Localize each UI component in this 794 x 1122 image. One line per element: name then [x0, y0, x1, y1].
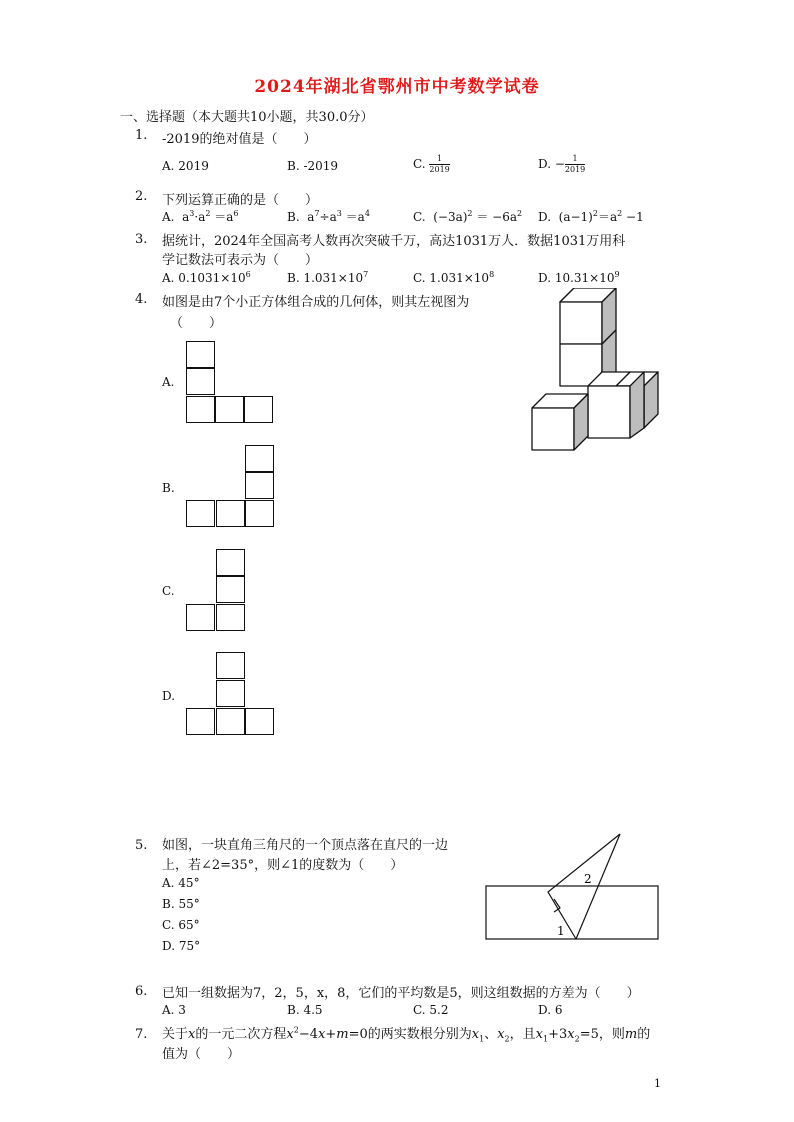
q1-option-b: B. -2019 [287, 159, 339, 173]
q4-option-b-label: B. [162, 481, 175, 495]
q4-cube-figure [528, 288, 664, 456]
square [216, 604, 245, 631]
q4-text-line1: 如图是由7个小正方体组合成的几何体，则其左视图为 [162, 295, 470, 310]
cube-front [560, 302, 602, 344]
cube-front [588, 386, 630, 438]
q3-option-c: C. $1.031\times 10^8$ [413, 270, 495, 285]
square [186, 604, 215, 631]
q1-option-d [538, 154, 585, 175]
q7-text-line1: 关于x的一元二次方程$x^2-4x+m=0$的两实数根分别为$x_1$、$x_2$，且$x_1+3x_2=5$，则m的 [162, 1025, 651, 1044]
square [216, 680, 245, 707]
square [215, 396, 244, 423]
ruler [486, 886, 658, 939]
q5-text-line1: 如图，一块直角三角尺的一个顶点落在直尺的一边 [162, 838, 449, 853]
square [216, 549, 245, 576]
q2-text: 下列运算正确的是（ ） [162, 193, 319, 208]
square [186, 368, 215, 395]
q2-option-a: A. $a^3\cdot a^2 =a^6$ [162, 209, 239, 224]
q2-option-c: C. $(-3a)^2 = -6a^2$ [413, 209, 523, 224]
q1-option-d-fraction: $\frac{1}{2019}$ [564, 154, 586, 174]
q5-option-c: C. 65° [162, 918, 200, 932]
q2-number: 2. [135, 189, 148, 204]
square [245, 500, 274, 527]
q3-option-a: A. $0.1031\times 10^6$ [162, 270, 251, 285]
q4-number: 4. [135, 292, 148, 307]
angle-2-label: 2 [584, 872, 592, 886]
square [186, 500, 215, 527]
q6-option-c: C. 5.2 [413, 1003, 449, 1017]
square [186, 396, 215, 423]
q3-option-d: D. $10.31\times 10^9$ [538, 270, 620, 285]
square [186, 708, 215, 735]
cube-front [532, 408, 574, 450]
q4-option-d-label: D. [162, 689, 176, 703]
page-title: 2024年湖北省鄂州市中考数学试卷 [254, 77, 540, 97]
q7-number: 7. [135, 1027, 148, 1042]
square [216, 500, 245, 527]
q2-option-d: D. $(a-1)^2=a^2 -1$ [538, 209, 644, 224]
q5-number: 5. [135, 838, 148, 853]
page-number: 1 [654, 1077, 661, 1090]
q6-number: 6. [135, 984, 148, 999]
square [216, 576, 245, 603]
q4-option-a-label: A. [162, 375, 175, 389]
square [216, 708, 245, 735]
q1-option-c-fraction: $\frac{1}{2019}$ [429, 154, 450, 174]
q2-option-b: B. $a^7\div a^3 =a^4$ [287, 209, 370, 224]
q1-option-a: A. 2019 [162, 159, 209, 173]
q3-number: 3. [135, 232, 148, 247]
square [245, 445, 274, 472]
q1-number: 1. [135, 128, 148, 143]
q6-option-b: B. 4.5 [287, 1003, 323, 1017]
q1-text: -2019的绝对值是（ ） [162, 132, 317, 147]
q3-text-line1: 据统计，2024年全国高考人数再次突破千万，高达1031万人．数据1031万用科 [162, 234, 626, 249]
square [245, 472, 274, 499]
square [244, 396, 273, 423]
q5-option-d: D. 75° [162, 939, 201, 953]
q5-option-b: B. 55° [162, 897, 200, 911]
q1-option-c-label: C. [413, 157, 426, 171]
angle-1-label: 1 [557, 924, 565, 938]
q7-text-line2: 值为（ ） [162, 1047, 241, 1062]
q6-option-a: A. 3 [162, 1003, 186, 1017]
q3-text-line2: 学记数法可表示为（ ） [162, 253, 319, 268]
q6-text: 已知一组数据为7，2，5，x，8，它们的平均数是5，则这组数据的方差为（ ） [162, 986, 640, 1001]
q1-option-c [413, 154, 450, 175]
q4-text-line2: （ ） [170, 316, 223, 331]
q1-option-d-label: D. − [538, 157, 565, 171]
square [216, 652, 245, 679]
section-heading: 一、选择题（本大题共10小题，共30.0分） [120, 110, 374, 125]
square [186, 341, 215, 368]
q5-ruler-triangle-figure [480, 830, 664, 942]
q3-option-b: B. $1.031\times 10^7$ [287, 270, 369, 285]
q5-text-line2: 上，若∠2=35°，则∠1的度数为（ ） [162, 858, 404, 873]
q4-option-c-label: C. [162, 584, 175, 598]
square [245, 708, 274, 735]
q5-option-a: A. 45° [162, 876, 200, 890]
q6-option-d: D. 6 [538, 1003, 563, 1017]
